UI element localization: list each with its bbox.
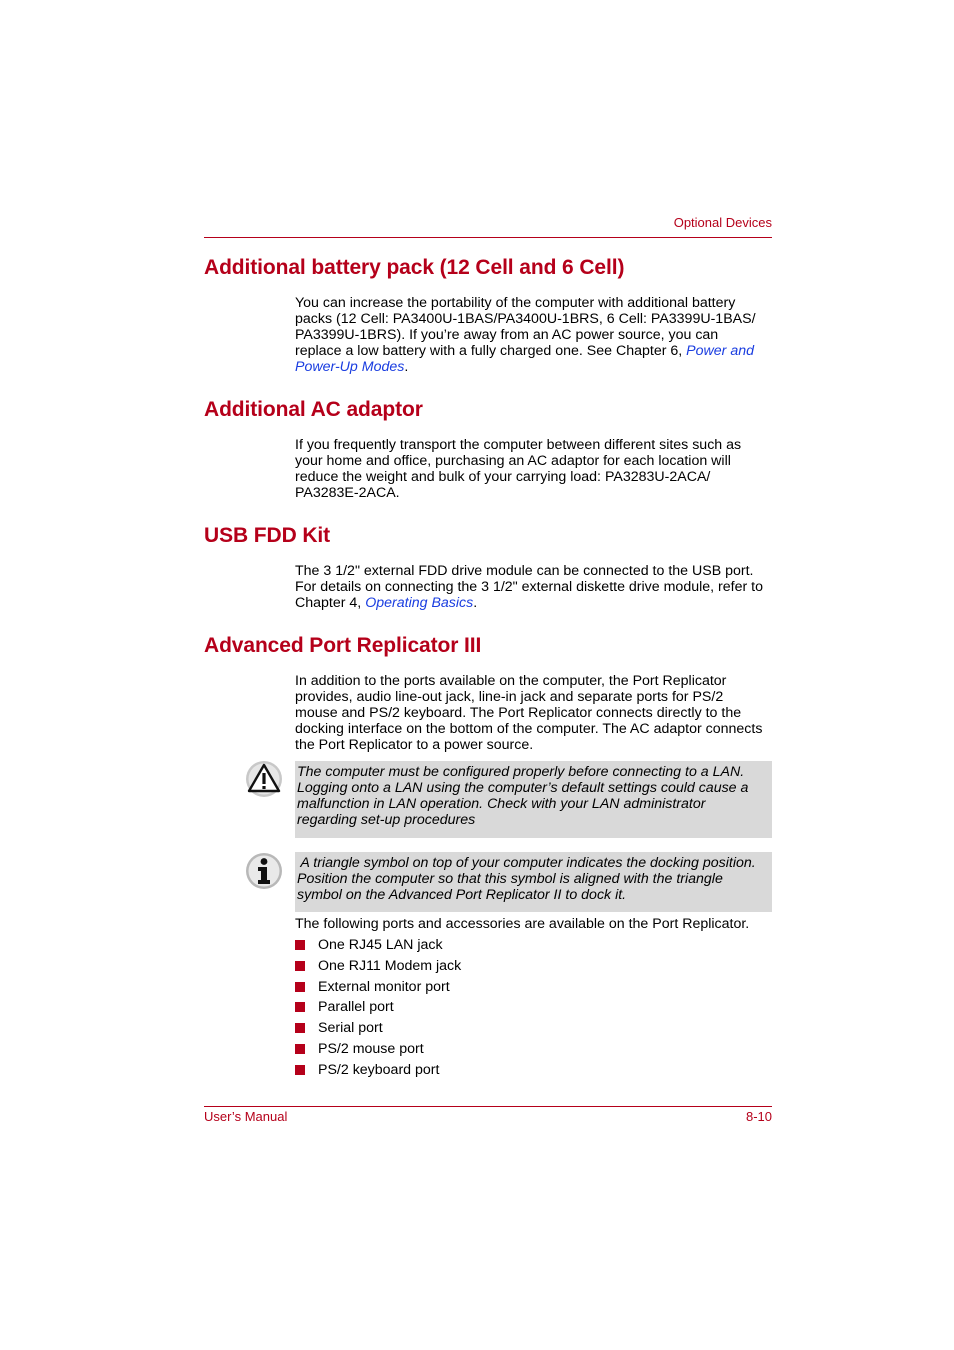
text-span: replace a low battery with a fully charged one. See Chapter 6, — [295, 343, 687, 359]
note-line: regarding set-up procedures — [297, 812, 476, 828]
list-item — [295, 999, 461, 1020]
running-header: Optional Devices — [673, 215, 772, 230]
list-item-label: Serial port — [318, 1020, 383, 1037]
link-power-modes-cont[interactable]: Power-Up Modes — [295, 359, 405, 375]
bullet-icon — [295, 982, 305, 992]
text-line: You can increase the portability of the computer with additional battery — [295, 295, 736, 311]
ports-intro: The following ports and accessories are available on the Port Replicator. — [295, 916, 750, 932]
caution-note — [295, 761, 772, 838]
link-operating-basics[interactable]: Operating Basics — [365, 595, 474, 611]
note-line: The computer must be configured properly before connecting to a LAN. — [297, 764, 745, 780]
text-line — [295, 343, 773, 359]
warning-triangle-icon — [245, 760, 283, 798]
text-line: provides, audio line-out jack, line-in jack and separate ports for PS/2 — [295, 689, 724, 705]
note-line: symbol on the Advanced Port Replicator II to dock it. — [297, 887, 627, 903]
text-line: PA3399U-1BRS). If you’re away from an AC power source, you can — [295, 327, 719, 343]
heading-usb-fdd: USB FDD Kit — [204, 524, 331, 547]
paragraph-ac-adaptor — [295, 437, 773, 501]
text-line: mouse and PS/2 keyboard. The Port Replicator connects directly to the — [295, 705, 742, 721]
header-rule — [204, 237, 772, 238]
information-icon — [245, 852, 283, 890]
heading-battery-pack: Additional battery pack (12 Cell and 6 Cell) — [204, 256, 625, 279]
bullet-icon — [295, 1065, 305, 1075]
list-item-label: External monitor port — [318, 978, 450, 995]
link-power-modes[interactable]: Power and — [686, 343, 754, 359]
list-item-label: One RJ11 Modem jack — [318, 957, 462, 974]
text-line: In addition to the ports available on the computer, the Port Replicator — [295, 673, 727, 689]
list-item-label: PS/2 keyboard port — [318, 1061, 440, 1078]
bullet-icon — [295, 1002, 305, 1012]
paragraph-battery-pack — [295, 295, 773, 375]
text-line: The 3 1/2" external FDD drive module can be connected to the USB port. — [295, 563, 754, 579]
paragraph-port-replicator — [295, 673, 773, 753]
heading-port-replicator: Advanced Port Replicator III — [204, 634, 482, 657]
ports-list — [295, 937, 461, 1083]
text-span: . — [473, 595, 478, 611]
list-item-label: PS/2 mouse port — [318, 1040, 424, 1057]
list-item — [295, 1020, 461, 1041]
text-line: your home and office, purchasing an AC adaptor for each location will — [295, 453, 731, 469]
bullet-icon — [295, 940, 305, 950]
list-item — [295, 1062, 461, 1083]
text-line: the Port Replicator to a power source. — [295, 737, 534, 753]
page-number: 8-10 — [745, 1109, 772, 1124]
note-line: Position the computer so that this symbol is aligned with the triangle — [297, 871, 723, 887]
bullet-icon — [295, 1023, 305, 1033]
note-line: A triangle symbol on top of your computer indicates the docking position. — [297, 855, 756, 871]
heading-ac-adaptor: Additional AC adaptor — [204, 398, 423, 421]
text-line: For details on connecting the 3 1/2" external diskette drive module, refer to — [295, 579, 763, 595]
text-line — [295, 595, 773, 611]
text-line: PA3283E-2ACA. — [295, 485, 400, 501]
list-item — [295, 979, 461, 1000]
text-line: reduce the weight and bulk of your carrying load: PA3283U-2ACA/ — [295, 469, 711, 485]
list-item — [295, 937, 461, 958]
text-line: docking interface on the bottom of the computer. The AC adaptor connects — [295, 721, 763, 737]
text-line — [295, 359, 773, 375]
text-line: packs (12 Cell: PA3400U-1BAS/PA3400U-1BRS, 6 Cell: PA3399U-1BAS/ — [295, 311, 756, 327]
list-item-label: Parallel port — [318, 999, 394, 1016]
note-line: Logging onto a LAN using the computer’s default settings could cause a — [297, 780, 749, 796]
bullet-icon — [295, 961, 305, 971]
bullet-icon — [295, 1044, 305, 1054]
paragraph-usb-fdd — [295, 563, 773, 611]
list-item-label: One RJ45 LAN jack — [318, 937, 443, 953]
text-span: . — [404, 359, 409, 375]
list-item — [295, 1041, 461, 1062]
list-item — [295, 958, 461, 979]
text-line: If you frequently transport the computer between different sites such as — [295, 437, 742, 453]
footer-title: User’s Manual — [204, 1109, 288, 1124]
note-line: malfunction in LAN operation. Check with your LAN administrator — [297, 796, 706, 812]
text-span: Chapter 4, — [295, 595, 366, 611]
info-note — [295, 852, 772, 912]
footer-rule — [204, 1106, 772, 1107]
